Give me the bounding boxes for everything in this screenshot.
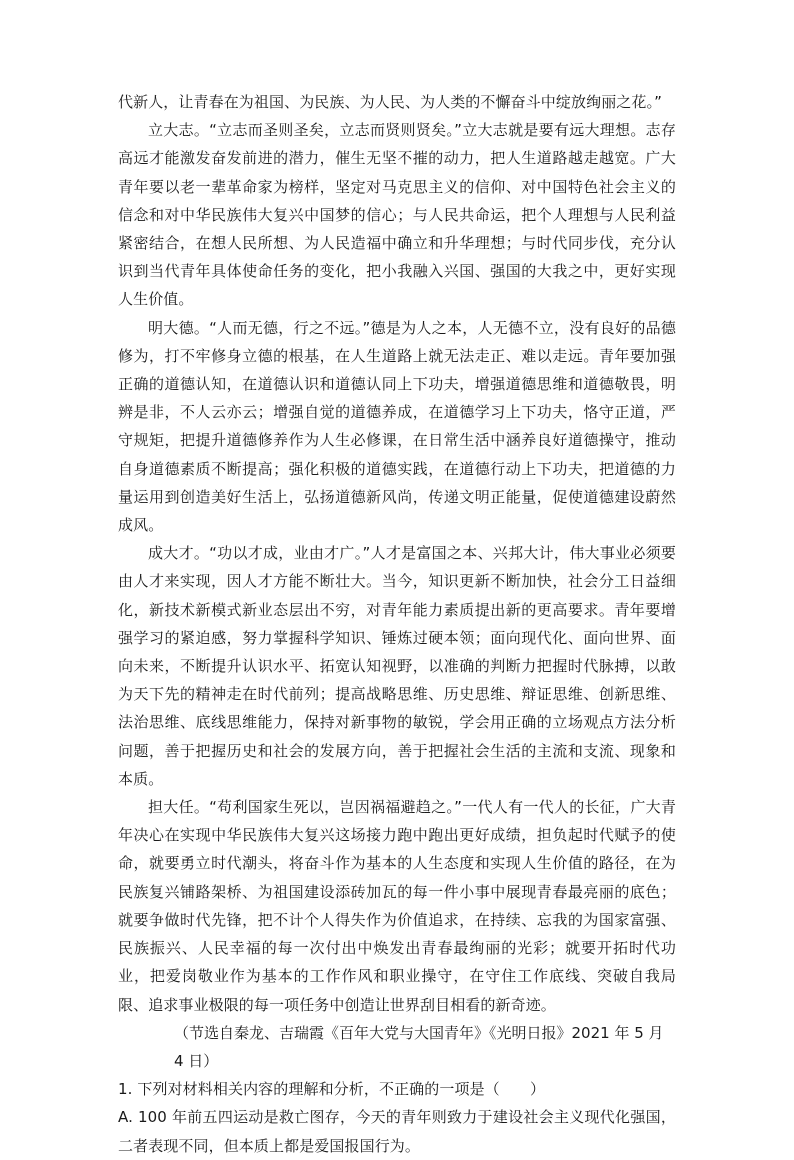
question-1: 1. 下列对材料相关内容的理解和分析，不正确的一项是（ ） <box>118 1080 546 1099</box>
paragraph-li-da-zhi: 立大志。“立志而圣则圣矣，立志而贤则贤矣。”立大志就是要有远大理想。志存高远才能激发奋发前进的潜力，催生无坚不摧的动力，把人生道路越走越宽。广大青年要以老一辈革命家为榜样，坚定对马克思主义的信仰、对中国特色社会主义的信念和对中华民族伟大复兴中国梦的信心；与人民共命运，把个人理想与人民利益紧密结合，在想人民所想、为人民造福中确立和升华理想；与时代同步伐，充分认识到当代青年具体使命任务的变化，把小我融入兴国、强国的大我之中，更好实现人生价值。 <box>118 121 676 309</box>
paragraph-dan-da-ren: 担大任。“苟利国家生死以，岂因祸福避趋之。”一代人有一代人的长征，广大青年决心在实现中华民族伟大复兴这场接力跑中跑出更好成绩，担负起时代赋予的使命，就要勇立时代潮头，将奋斗作为基本的人生态度和实现人生价值的路径，在为民族复兴铺路架桥、为祖国建设添砖加瓦的每一件小事中展现青春最亮丽的底色；就要争做时代先锋，把不计个人得失作为价值追求，在持续、忘我的为国家富强、民族振兴、人民幸福的每一次付出中焕发出青春最绚丽的光彩；就要开拓时代功业，把爱岗敬业作为基本的工作作风和职业操守，在守住工作底线、突破自我局限、追求事业极限的每一项任务中创造让世界刮目相看的新奇迹。 <box>118 798 676 1014</box>
paragraph-cheng-da-cai: 成大才。“功以才成，业由才广。”人才是富国之本、兴邦大计，伟大事业必须要由人才来实现，因人才方能不断壮大。当今，知识更新不断加快，社会分工日益细化，新技术新模式新业态层出不穷，对青年能力素质提出新的更高要求。青年要增强学习的紧迫感，努力掌握科学知识、锤炼过硬本领；面向现代化、面向世界、面向未来，不断提升认识水平、拓宽认知视野，以准确的判断力把握时代脉搏，以敢为天下先的精神走在时代前列；提高战略思维、历史思维、辩证思维、创新思维、法治思维、底线思维能力，保持对新事物的敏锐，学会用正确的立场观点方法分析问题，善于把握历史和社会的发展方向，善于把握社会生活的主流和支流、现象和本质。 <box>118 544 676 788</box>
paragraph-ming-da-de: 明大德。“人而无德，行之不远。”德是为人之本，人无德不立，没有良好的品德修为，打不牢修身立德的根基，在人生道路上就无法走正、难以走远。青年要加强正确的道德认知，在道德认识和道德认同上下功夫，增强道德思维和道德敬畏，明辨是非，不人云亦云；增强自觉的道德养成，在道德学习上下功夫，恪守正道，严守规矩，把提升道德修养作为人生必修课，在日常生活中涵养良好道德操守，推动自身道德素质不断提高；强化积极的道德实践，在道德行动上下功夫，把道德的力量运用到创造美好生活上，弘扬道德新风尚，传递文明正能量，促使道德建设蔚然成风。 <box>118 318 676 535</box>
question-1-option-a: A. 100 年前五四运动是救亡图存，今天的青年则致力于建设社会主义现代化强国，二者表现不同，但本质上都是爱国报国行为。 <box>118 1108 676 1155</box>
source-citation: （节选自秦龙、吉瑞霞《百年大党与大国青年》《光明日报》2021 年 5 月 4 日） <box>174 1023 664 1070</box>
paragraph-continuation: 代新人，让青春在为祖国、为民族、为人民、为人类的不懈奋斗中绽放绚丽之花。” <box>118 93 662 111</box>
